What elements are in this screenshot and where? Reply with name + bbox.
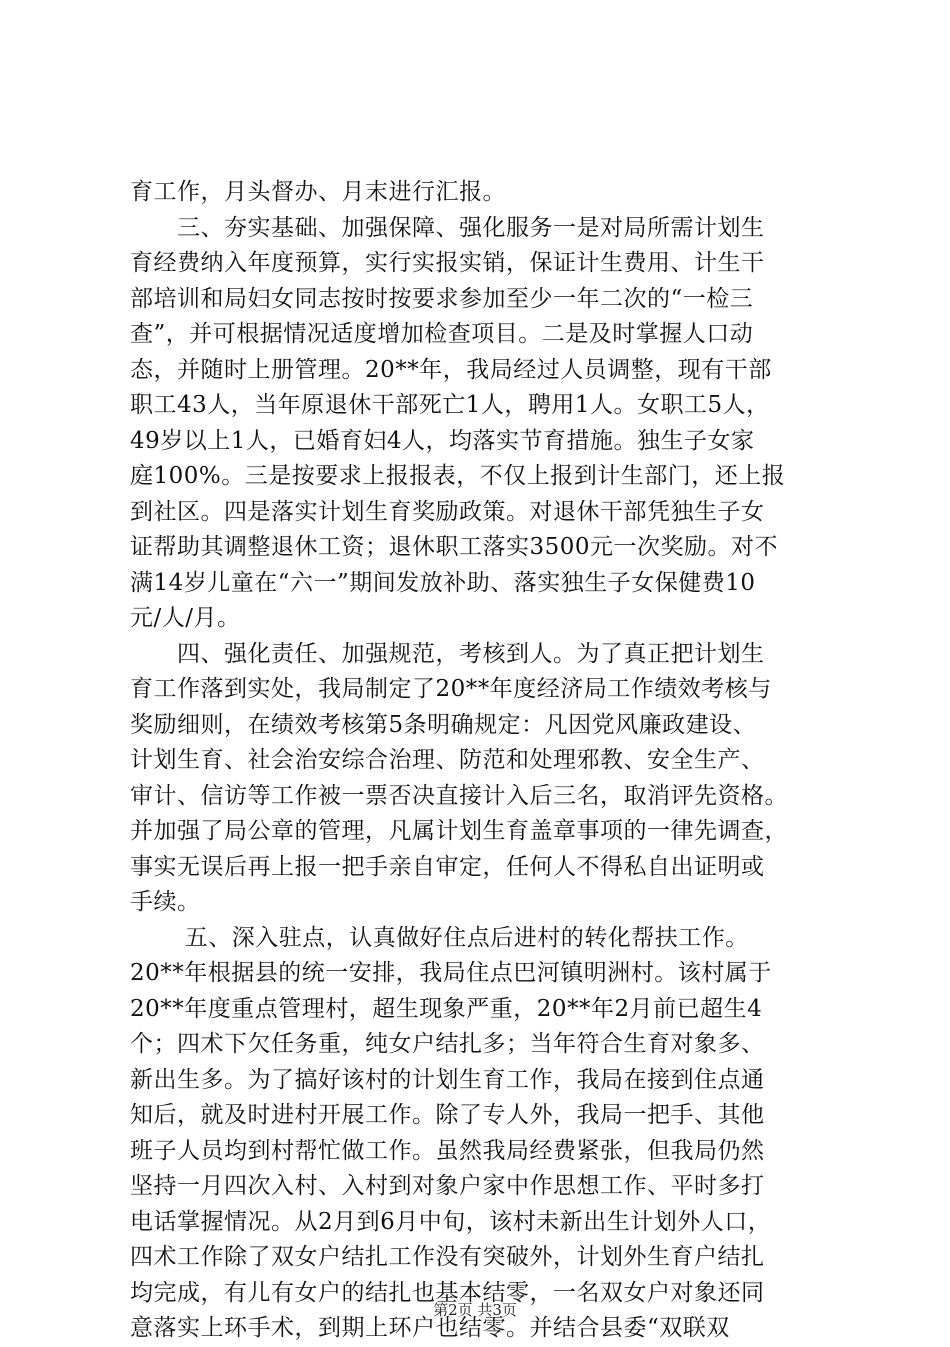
text-line: 事实无误后再上报一把手亲自审定，任何人不得私自出证明或 <box>130 853 765 880</box>
text-line: 班子人员均到村帮忙做工作。虽然我局经费紧张，但我局仍然 <box>130 1137 765 1164</box>
text-line: 三、夯实基础、加强保障、强化服务一是对局所需计划生 <box>130 214 765 241</box>
text-line: 坚持一月四次入村、入村到对象户家中作思想工作、平时多打 <box>130 1173 765 1199</box>
text-line: 元/人/月。 <box>130 605 241 631</box>
text-line: 五、深入驻点，认真做好住点后进村的转化帮扶工作。 <box>130 924 749 951</box>
text-line: 四术工作除了双女户结扎工作没有突破外，计划外生育户结扎 <box>130 1244 765 1270</box>
text-line: 育工作，月头督办、月末进行汇报。 <box>130 179 506 205</box>
text-line: 均完成，有儿有女户的结扎也基本结零，一名双女户对象还同 <box>130 1279 765 1306</box>
text-line: 电话掌握情况。从2月到6月中旬，该村未新出生计划外人口， <box>130 1208 772 1235</box>
text-line: 知后，就及时进村开展工作。除了专人外，我局一把手、其他 <box>130 1102 765 1128</box>
text-line: 新出生多。为了搞好该村的计划生育工作，我局在接到住点通 <box>130 1066 765 1093</box>
text-line: 部培训和局妇女同志按时按要求参加至少一年二次的“一检三 <box>130 285 754 312</box>
text-line: 并加强了局公章的管理，凡属计划生育盖章事项的一律先调查， <box>130 818 788 844</box>
text-line: 满14岁儿童在“六一”期间发放补助、落实独生子女保健费10 <box>130 569 756 596</box>
text-line: 奖励细则，在绩效考核第5条明确规定：凡因党风廉政建设、 <box>130 711 757 738</box>
page-indicator: 第2页 共3页 <box>433 1301 517 1319</box>
text-line: 个；四术下欠任务重，纯女户结扎多；当年符合生育对象多、 <box>130 1031 765 1057</box>
text-line: 四、强化责任、加强规范，考核到人。为了真正把计划生 <box>130 640 765 667</box>
text-line: 育经费纳入年度预算，实行实报实销，保证计生费用、计生干 <box>130 250 765 276</box>
text-line: 意落实上环手术，到期上环户也结零。并结合县委“双联双 <box>130 1315 730 1341</box>
text-line: 20**年度重点管理村，超生现象严重，20**年2月前已超生4 <box>130 995 763 1022</box>
text-line: 庭100%。三是按要求上报报表，不仅上报到计生部门，还上报 <box>130 463 786 489</box>
text-line: 证帮助其调整退休工资；退休职工落实3500元一次奖励。对不 <box>130 534 779 560</box>
text-line: 查”，并可根据情况适度增加检查项目。二是及时掌握人口动 <box>130 321 754 347</box>
text-line: 20**年根据县的统一安排，我局住点巴河镇明洲村。该村属于 <box>130 960 772 986</box>
text-line: 育工作落到实处，我局制定了20**年度经济局工作绩效考核与 <box>130 676 772 702</box>
text-line: 计划生育、社会治安综合治理、防范和处理邪教、安全生产、 <box>130 747 765 773</box>
page-footer <box>0 1300 950 1320</box>
text-line: 49岁以上1人，已婚育妇4人，均落实节育措施。独生子女家 <box>130 427 755 454</box>
text-line: 审计、信访等工作被一票否决直接计入后三名，取消评先资格。 <box>130 782 788 809</box>
text-line: 手续。 <box>130 889 201 915</box>
text-line: 职工43人，当年原退休干部死亡1人，聘用1人。女职工5人， <box>130 392 770 418</box>
text-line: 态，并随时上册管理。20**年，我局经过人员调整，现有干部 <box>130 356 772 383</box>
text-line: 到社区。四是落实计划生育奖励政策。对退休干部凭独生子女 <box>130 498 765 525</box>
document-body <box>130 175 830 1347</box>
